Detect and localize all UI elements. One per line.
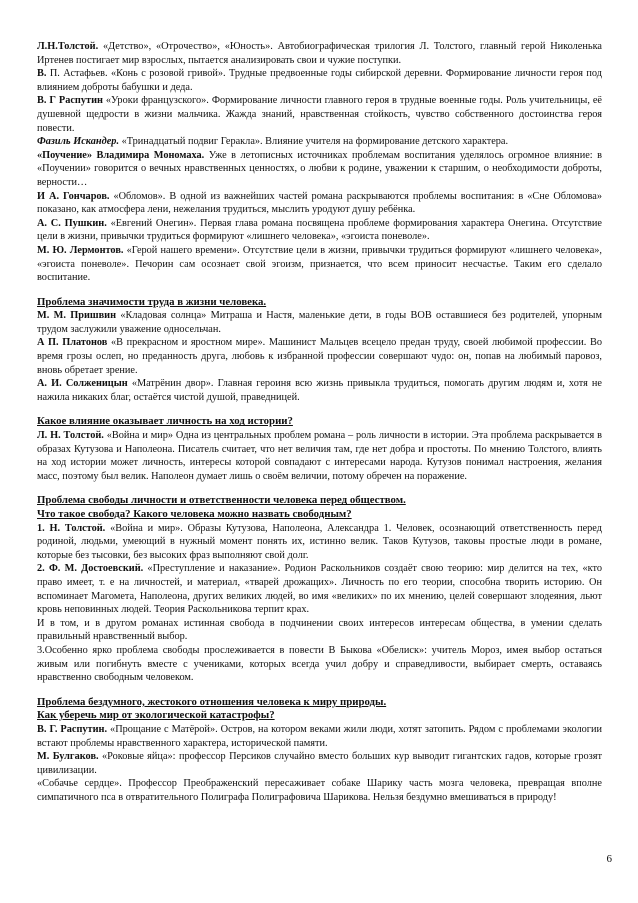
- section-paragraph: [37, 562, 602, 644]
- author-lead: А П. Платонов: [37, 337, 108, 349]
- section-subheading: Что такое свобода? Какого человека можно назвать свободным?: [37, 508, 352, 520]
- paragraph-text: П. Астафьев. «Конь с розовой гривой». Трудные предвоенные годы сибирской деревни. Формирование личности героя под влиянием доброты бабушки и деда.: [37, 68, 602, 93]
- paragraph-text: «Преступление и наказание». Родион Раскольников создаёт свою теорию: мир делится на тех, «кто право имеет, т. е на личностей, и материал, «тварей дрожащих». Личность по его теории, способна творить историю. Он вспоминает Магомета, Наполеона, других великих людей, во имя «великих» по их мнению, целей совершают злодеяния, льют кровь неповинных людей. Теория Раскольникова терпит крах. И в том, и в другом романах истинная свобода в подчинении своих интересов интересам общества, в умении сделать правильный нравственный выбор.: [37, 563, 602, 643]
- section-paragraph: [37, 644, 602, 685]
- intro-paragraph: [37, 135, 602, 149]
- paragraph-text: «Роковые яйца»: профессор Персиков случайно вместо больших кур выводит гигантских гадов, которые грозят цивилизации.: [37, 751, 602, 776]
- paragraph-text: 3.Особенно ярко проблема свободы прослеживается в повести В Быкова «Обелиск»: учитель Мороз, имея выбор остаться живым или погибнуть вместе с учениками, которых всегда учил добру и справедливости, выбирает смерть, оставаясь нравственно свободным человеком.: [37, 644, 602, 684]
- intro-paragraph: [37, 94, 602, 135]
- section-paragraph: [37, 309, 602, 336]
- author-lead: 2. Ф. М. Достоевский.: [37, 563, 144, 575]
- paragraph-text: «Уроки французского». Формирование личности главного героя в трудные военные годы. Роль учительницы, её душевной щедрости в жизни мальчика. Жажда знаний, нравственная стойкость, чувство собственного достоинства героя повести.: [37, 95, 602, 134]
- paragraph-text: «Детство», «Отрочество», «Юность». Автобиографическая трилогия Л. Толстого, главный герой Николенька Иртенев постигает мир взрослых, пытается анализировать свои и чужие поступки.: [37, 41, 602, 66]
- section-paragraph: [37, 777, 602, 804]
- paragraph-text: «Герой нашего времени». Отсутствие цели в жизни, привычки трудиться формируют «лишнего человека», «эгоиста поневоле». Печорин сам осознает свой эгоизм, признается, что всем приносит несчастье. Таким его сделало воспитание.: [37, 244, 602, 284]
- paragraph-text: «Собачье сердце». Профессор Преображенский пересаживает собаке Шарику часть мозга человека, превращая вполне симпатичного пса в отвратительного Полиграфа Полиграфовича Шарикова. Нельзя бездумно вмешиваться в природу!: [37, 778, 602, 803]
- intro-block: [37, 40, 602, 285]
- section-paragraph: [37, 429, 602, 483]
- author-lead: М. М. Пришвин: [37, 310, 117, 322]
- page-number: 6: [606, 853, 612, 865]
- paragraph-text: «В прекрасном и яростном мире». Машинист Мальцев всецело предан труду, своей любимой профессии. Во время грозы ослеп, но преданность друга, любовь к избранной профессии совершают чудо: он, попав на любимый паровоз, вновь обретает зрение.: [37, 337, 602, 376]
- section-paragraph: [37, 522, 602, 563]
- intro-paragraph: [37, 149, 602, 190]
- section-paragraph: [37, 750, 602, 777]
- intro-paragraph: [37, 244, 602, 285]
- paragraph-text: «Война и мир». Образы Кутузова, Наполеона, Александра 1. Человек, осознающий ответственность перед родиной, людьми, умеющий в нужный момент понять их, истинно велик. Таков Кутузов, таковы простые люди в романе, которые без тысовки, без высоких фраз выполняют свой долг.: [37, 522, 602, 561]
- paragraph-text: «Прощание с Матёрой». Остров, на котором веками жили люди, хотят затопить. Рядом с проблемами экологии встают проблемы нравственного характера, исторической памяти.: [37, 723, 602, 749]
- author-lead: А. С. Пушкин.: [37, 217, 107, 229]
- intro-paragraph: [37, 40, 602, 67]
- paragraph-text: «Кладовая солнца» Митраша и Настя, маленькие дети, в годы ВОВ оставшиеся без родителей, упорным трудом заслужили уважение односельчан.: [37, 310, 602, 335]
- intro-paragraph: [37, 217, 602, 244]
- paragraph-text: «Война и мир» Одна из центральных проблем романа – роль личности в истории. Эта проблема раскрывается в образах Кутузова и Наполеона. Писатель считает, что нет величия там, где нет добра и простоты. По мнению Толстого, влиять на ход истории может личность, интересы которой совпадают с интересами народа. Кутузов понимал настроения, желания масс, поэтому был велик. Наполеон думает лишь о своём величии, потому обречен на поражение.: [37, 430, 603, 482]
- section-heading: Какое влияние оказывает личность на ход истории?: [37, 415, 293, 428]
- section-paragraph: [37, 336, 602, 377]
- section-freedom: [37, 494, 602, 684]
- section-ecology: [37, 696, 602, 805]
- paragraph-text: Уже в летописных источниках проблемам воспитания уделялось огромное влияние: в «Поучении» говорится о вечных нравственных ценностях, о любви к родине, уважении к старшим, о необходимости доброты, верности…: [37, 149, 602, 188]
- author-lead: И А. Гончаров.: [37, 190, 110, 202]
- author-lead: Л.Н.Толстой.: [37, 41, 99, 52]
- author-lead: В. Г. Распутин.: [37, 723, 108, 735]
- author-lead: В.: [37, 68, 47, 80]
- section-heading: Проблема бездумного, жестокого отношения человека к миру природы.: [37, 695, 387, 708]
- intro-paragraph: [37, 190, 602, 217]
- paragraph-text: «Матрёнин двор». Главная героиня всю жизнь привыкла трудиться, помогать другим людям и, хотя не нажила никаких благ, остаётся чистой душой, праведницей.: [37, 378, 602, 403]
- paragraph-text: «Тринадцатый подвиг Геракла». Влияние учителя на формирование детского характера.: [119, 136, 509, 148]
- section-paragraph: [37, 377, 602, 404]
- author-lead: М. Булгаков.: [37, 751, 99, 763]
- author-lead: 1. Н. Толстой.: [37, 522, 106, 534]
- intro-paragraph: [37, 67, 602, 94]
- section-paragraph: [37, 723, 602, 750]
- author-lead: М. Ю. Лермонтов.: [37, 244, 124, 256]
- section-personality-history: [37, 415, 602, 483]
- author-lead: Л. Н. Толстой.: [37, 430, 104, 442]
- section-labor: [37, 296, 602, 405]
- page-content: [37, 40, 602, 804]
- section-heading: Проблема свободы личности и ответственности человека перед обществом.: [37, 494, 406, 507]
- paragraph-text: «Обломов». В одной из важнейших частей романа раскрываются проблемы воспитания: в «Сне Обломова» показано, как атмосфера лени, нежелания трудиться, мыслить уродуют душу ребёнка.: [37, 190, 602, 216]
- section-heading: Проблема значимости труда в жизни человека.: [37, 295, 267, 308]
- section-subheading: Как уберечь мир от экологической катастрофы?: [37, 709, 275, 722]
- author-lead: В. Г Распутин: [37, 95, 103, 107]
- author-lead: Фазиль Искандер.: [37, 136, 120, 148]
- author-lead: А. И. Солженицын: [37, 378, 128, 390]
- paragraph-text: «Евгений Онегин». Первая глава романа посвящена проблеме формирования характера Онегина. Отсутствие цели в жизни, привычки трудиться формируют «лишнего человека», «эгоиста поневоле».: [37, 217, 602, 243]
- author-lead: «Поучение» Владимира Мономаха.: [37, 149, 205, 161]
